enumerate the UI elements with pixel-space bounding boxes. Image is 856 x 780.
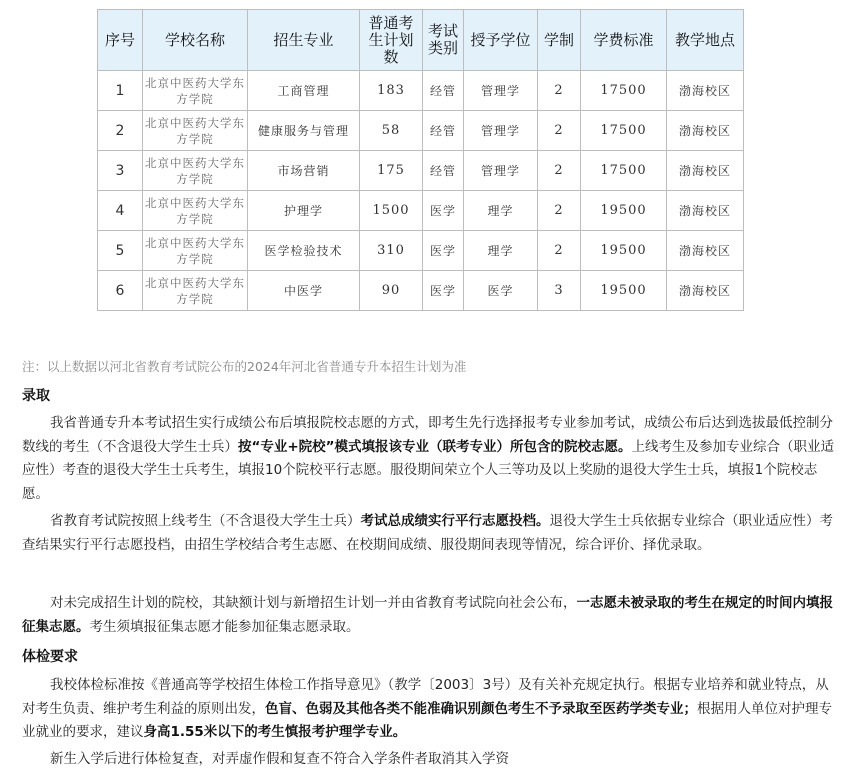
cell-school: 北京中医药大学东方学院 <box>143 231 248 271</box>
physical-exam-paragraph-2: 新生入学后进行体检复查，对弄虚作假和复查不符合入学条件者取消其入学资 <box>50 751 509 767</box>
cell-plan: 183 <box>360 71 423 111</box>
text-run-bold: 考试总成绩实行平行志愿投档。 <box>360 513 550 529</box>
cell-fee: 19500 <box>581 271 667 311</box>
header-school: 学校名称 <box>143 10 248 71</box>
cell-index: 2 <box>98 111 143 151</box>
cell-index: 3 <box>98 151 143 191</box>
text-run-bold: 按“专业+院校”模式填报该专业（联考专业）所包含的院校志愿。 <box>238 438 632 455</box>
cell-plan: 175 <box>360 151 423 191</box>
cell-degree: 理学 <box>464 231 538 271</box>
cell-degree: 医学 <box>464 271 538 311</box>
header-category: 考试类别 <box>423 10 464 71</box>
cell-years: 3 <box>538 271 581 311</box>
admission-paragraph-2 <box>22 510 840 557</box>
cell-location: 渤海校区 <box>667 191 744 231</box>
cell-major: 工商管理 <box>248 71 360 111</box>
cell-category: 经管 <box>423 111 464 151</box>
cell-location: 渤海校区 <box>667 231 744 271</box>
text-run: 根据用人单位对护理专业就业的要求，建议 <box>22 700 832 740</box>
admission-paragraph-3 <box>22 592 840 639</box>
cell-category: 医学 <box>423 271 464 311</box>
cell-school: 北京中医药大学东方学院 <box>143 191 248 231</box>
table-header-row <box>98 10 744 71</box>
header-location: 教学地点 <box>667 10 744 71</box>
table-row <box>98 71 744 111</box>
header-index: 序号 <box>98 10 143 71</box>
text-run: 省教育考试院按照上线考生（不含退役大学生士兵） <box>50 513 361 529</box>
cell-school: 北京中医药大学东方学院 <box>143 111 248 151</box>
cell-major: 中医学 <box>248 271 360 311</box>
text-run: 对未完成招生计划的院校，其缺额计划与新增招生计划一并由省教育考试院向社会公布， <box>50 595 577 611</box>
cell-index: 6 <box>98 271 143 311</box>
cell-fee: 19500 <box>581 231 667 271</box>
cell-category: 经管 <box>423 71 464 111</box>
cell-location: 渤海校区 <box>667 111 744 151</box>
enrollment-plan-table <box>97 9 744 311</box>
cell-category: 医学 <box>423 191 464 231</box>
cell-major: 市场营销 <box>248 151 360 191</box>
cell-major: 健康服务与管理 <box>248 111 360 151</box>
physical-exam-heading: 体检要求 <box>22 649 78 665</box>
cell-plan: 310 <box>360 231 423 271</box>
text-run: 退役大学生士兵依据专业综合（职业适应性）考查结果实行平行志愿投档，由招生学校结合考生志愿、在校期间成绩、服役期间表现等情况，综合评价、择优录取。 <box>22 513 833 553</box>
cell-fee: 19500 <box>581 191 667 231</box>
cell-fee: 17500 <box>581 71 667 111</box>
cell-location: 渤海校区 <box>667 271 744 311</box>
cell-degree: 管理学 <box>464 71 538 111</box>
cell-degree: 管理学 <box>464 111 538 151</box>
cell-degree: 管理学 <box>464 151 538 191</box>
cell-fee: 17500 <box>581 111 667 151</box>
text-run: 我校体检标准按《普通高等学校招生体检工作指导意见》（教学〔2003〕3号）及有关补充规定执行。根据专业培养和就业特点，从对考生负责、维护考生利益的原则出发， <box>22 677 829 717</box>
cell-school: 北京中医药大学东方学院 <box>143 271 248 311</box>
cell-years: 2 <box>538 151 581 191</box>
cell-years: 2 <box>538 191 581 231</box>
cell-category: 经管 <box>423 151 464 191</box>
cell-years: 2 <box>538 71 581 111</box>
header-years: 学制 <box>538 10 581 71</box>
cell-years: 2 <box>538 231 581 271</box>
cell-index: 4 <box>98 191 143 231</box>
cell-index: 5 <box>98 231 143 271</box>
text-run: 上线考生及参加专业综合（职业适应性）考查的退役大学生士兵考生，填报10个院校平行志愿。服役期间荣立个人三等功及以上奖励的退役大学生士兵，填报1个院校志愿。 <box>22 438 835 502</box>
admission-heading: 录取 <box>22 388 50 404</box>
cell-major: 护理学 <box>248 191 360 231</box>
cell-index: 1 <box>98 71 143 111</box>
cell-category: 医学 <box>423 231 464 271</box>
cell-school: 北京中医药大学东方学院 <box>143 151 248 191</box>
header-major: 招生专业 <box>248 10 360 71</box>
table-row <box>98 151 744 191</box>
data-source-note: 注：以上数据以河北省教育考试院公布的2024年河北省普通专升本招生计划为准 <box>22 359 467 374</box>
table-row <box>98 191 744 231</box>
table-row <box>98 271 744 311</box>
table-row <box>98 231 744 271</box>
text-run: 考生须填报征集志愿才能参加征集志愿录取。 <box>89 618 360 635</box>
cell-plan: 1500 <box>360 191 423 231</box>
header-fee: 学费标准 <box>581 10 667 71</box>
cell-plan: 58 <box>360 111 423 151</box>
cell-degree: 理学 <box>464 191 538 231</box>
table-row <box>98 111 744 151</box>
text-run-bold: 身高1.55米以下的考生慎报考护理学专业。 <box>143 724 407 740</box>
text-run-bold: 一志愿未被录取的考生在规定的时间内填报征集志愿。 <box>22 595 833 635</box>
admission-paragraph-1 <box>22 412 840 506</box>
cell-school: 北京中医药大学东方学院 <box>143 71 248 111</box>
cell-plan: 90 <box>360 271 423 311</box>
cell-location: 渤海校区 <box>667 71 744 111</box>
physical-exam-paragraph-1 <box>22 674 840 745</box>
cell-location: 渤海校区 <box>667 151 744 191</box>
text-run: 我省普通专升本考试招生实行成绩公布后填报院校志愿的方式，即考生先行选择报考专业参加考试，成绩公布后达到选拔最低控制分数线的考生（不含退役大学生士兵） <box>22 415 833 455</box>
header-plan: 普通考生计划数 <box>360 10 423 71</box>
cell-major: 医学检验技术 <box>248 231 360 271</box>
text-run-bold: 色盲、色弱及其他各类不能准确识别颜色考生不予录取至医药学类专业； <box>265 700 697 717</box>
cell-years: 2 <box>538 111 581 151</box>
cell-fee: 17500 <box>581 151 667 191</box>
header-degree: 授予学位 <box>464 10 538 71</box>
